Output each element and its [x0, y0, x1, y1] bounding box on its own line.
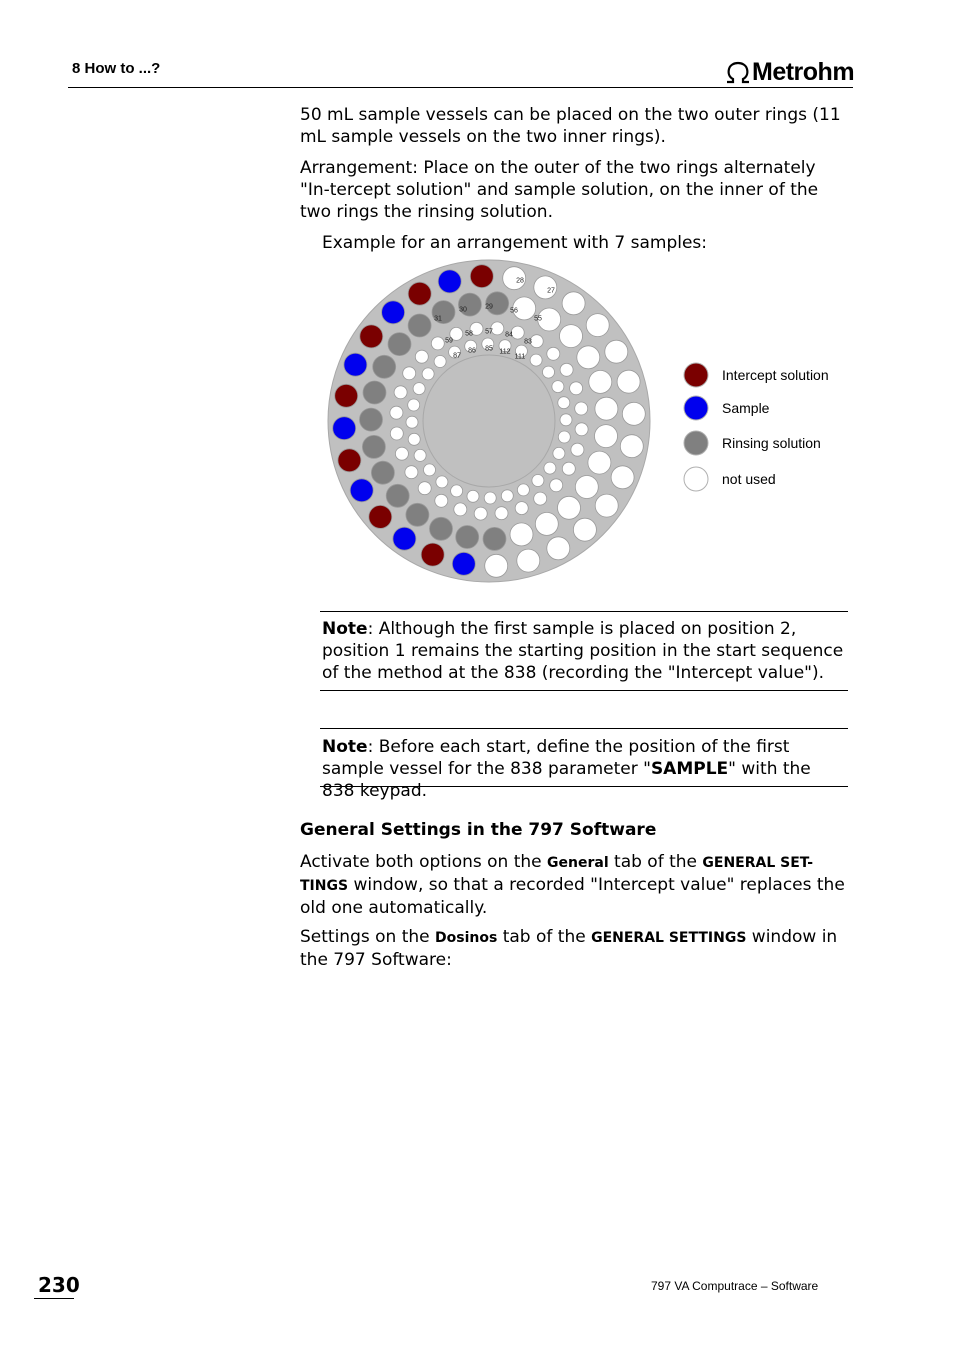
rack-position-second	[575, 476, 598, 499]
window-name-general-settings: GENERAL SETTINGS	[591, 930, 747, 946]
legend-swatch	[684, 431, 708, 455]
paragraph-arrangement: Arrangement: Place on the outer of the two rings alternately "In-tercept solution" and sample solution, on the inner of the two rings the rinsing solution.	[300, 158, 819, 222]
rack-position-second	[589, 370, 612, 393]
rack-position-outer	[617, 370, 640, 393]
legend-swatch	[684, 396, 708, 420]
text-run: tab of the	[497, 927, 592, 947]
rack-position-inner	[408, 399, 420, 411]
position-number: 112	[499, 348, 511, 356]
document-title: 797 VA Computrace – Software	[651, 1279, 819, 1293]
paragraph-dosinos-tab	[300, 926, 850, 971]
rack-position-outer	[622, 402, 645, 425]
rack-position-outer	[620, 435, 643, 458]
rack-position-outer	[335, 384, 358, 407]
rack-position-third	[474, 507, 487, 520]
position-number: 83	[524, 338, 532, 346]
rack-position-inner	[434, 356, 446, 368]
rack-position-outer	[573, 518, 596, 541]
rack-position-inner	[422, 368, 434, 380]
rack-position-third	[495, 507, 508, 520]
rack-position-inner	[552, 381, 564, 393]
rack-position-third	[562, 462, 575, 475]
rack-position-third	[418, 482, 431, 495]
rack-position-outer	[344, 353, 367, 376]
tab-name-general: General	[547, 855, 609, 871]
position-number: 27	[547, 287, 555, 295]
rack-position-inner	[558, 431, 570, 443]
rack-position-third	[431, 337, 444, 350]
rack-position-outer	[586, 314, 609, 337]
position-number: 56	[510, 307, 518, 315]
rack-position-inner	[414, 449, 426, 461]
position-number: 31	[434, 315, 442, 323]
rack-position-third	[534, 492, 547, 505]
rack-position-third	[515, 502, 528, 515]
rack-position-second	[360, 408, 383, 431]
note-sample-parameter	[320, 728, 848, 801]
rack-position-inner	[532, 475, 544, 487]
rack-position-inner	[517, 484, 529, 496]
page-number-rule	[34, 1298, 74, 1299]
sample-rack-diagram	[320, 255, 860, 590]
position-number: 55	[534, 315, 542, 323]
position-number: 59	[445, 337, 453, 345]
window-name-general-settings: GENERAL SET-TINGS	[300, 855, 814, 894]
rack-position-second	[371, 461, 394, 484]
rack-position-second	[406, 503, 429, 526]
position-number: 30	[459, 306, 467, 314]
rack-position-second	[595, 397, 618, 420]
rack-position-outer	[369, 505, 392, 528]
text-run: window, so that a recorded "Intercept value" replaces the old one automatically.	[300, 875, 845, 918]
note-starting-position	[320, 611, 848, 691]
legend-label: not used	[722, 471, 776, 487]
rack-position-third	[547, 347, 560, 360]
rack-position-second	[408, 314, 431, 337]
rack-position-second	[577, 346, 600, 369]
text-run: Settings on the	[300, 927, 436, 947]
note-text-b: " with the 838 keypad.	[322, 759, 811, 801]
rack-position-second	[483, 527, 506, 550]
rack-position-second	[373, 355, 396, 378]
section-heading: General Settings in the 797 Software	[300, 820, 657, 840]
position-number: 111	[514, 353, 526, 361]
section-header: 8 How to ...?	[72, 60, 161, 77]
rack-position-second	[456, 526, 479, 549]
legend-label: Rinsing solution	[722, 435, 821, 451]
rack-position-inner	[467, 490, 479, 502]
rack-position-second	[560, 325, 583, 348]
text-run: Activate both options on the	[300, 852, 548, 872]
rack-position-second	[430, 517, 453, 540]
rack-position-second	[595, 425, 618, 448]
rack-position-third	[390, 406, 403, 419]
keyword-sample: SAMPLE	[650, 759, 729, 779]
metrohm-logo	[724, 58, 854, 87]
position-number: 85	[485, 345, 493, 353]
rack-position-second	[386, 484, 409, 507]
legend-swatch	[684, 467, 708, 491]
rack-position-third	[570, 382, 583, 395]
rack-position-third	[530, 335, 543, 348]
rack-position-third	[575, 402, 588, 415]
position-number: 86	[468, 347, 476, 355]
position-number: 58	[465, 330, 473, 338]
rack-position-inner	[406, 416, 418, 428]
rack-position-outer	[517, 549, 540, 572]
rack-position-inner	[544, 462, 556, 474]
rack-position-third	[405, 466, 418, 479]
rack-position-second	[362, 435, 385, 458]
rack-position-second	[588, 451, 611, 474]
text-run: window in the 797 Software:	[300, 927, 838, 970]
text-run: tab of the	[608, 852, 703, 872]
rack-position-second	[388, 333, 411, 356]
rack-position-outer	[595, 494, 618, 517]
rack-position-outer	[611, 466, 634, 489]
rack-position-outer	[360, 325, 383, 348]
rack-position-inner	[451, 485, 463, 497]
logo-text: Metrohm	[752, 58, 855, 86]
rack-position-outer	[421, 543, 444, 566]
rack-position-third	[394, 386, 407, 399]
rack-position-inner	[484, 492, 496, 504]
rack-position-second	[510, 523, 533, 546]
rack-position-outer	[562, 292, 585, 315]
note-label: Note	[322, 737, 368, 757]
rack-position-inner	[530, 354, 542, 366]
position-number: 87	[453, 352, 461, 360]
rack-position-outer	[605, 340, 628, 363]
rack-position-outer	[470, 265, 493, 288]
rack-position-inner	[553, 447, 565, 459]
legend-label: Sample	[722, 400, 770, 416]
rack-position-third	[395, 447, 408, 460]
legend-label: Intercept solution	[722, 367, 829, 383]
rack-position-outer	[338, 449, 361, 472]
rack-position-third	[390, 427, 403, 440]
rack-position-inner	[408, 433, 420, 445]
rack-position-third	[571, 443, 584, 456]
rack-position-outer	[408, 282, 431, 305]
rack-position-inner	[436, 476, 448, 488]
rack-position-third	[575, 423, 588, 436]
page-number: 230	[38, 1273, 80, 1297]
rack-position-inner	[560, 414, 572, 426]
rack-position-inner	[424, 464, 436, 476]
position-number: 28	[516, 277, 524, 285]
rack-position-outer	[438, 270, 461, 293]
note-label: Note	[322, 619, 368, 639]
header-divider	[68, 87, 853, 88]
rack-position-second	[558, 496, 581, 519]
rack-position-second	[535, 512, 558, 535]
omega-icon	[724, 61, 752, 85]
position-number: 57	[485, 328, 493, 336]
rack-position-third	[454, 503, 467, 516]
note-text: : Although the first sample is placed on position 2, position 1 remains the starting position in the start sequence of the method at the 838 (recording the "Intercept value").	[322, 619, 844, 683]
rack-position-third	[403, 367, 416, 380]
paragraph-general-tab	[300, 851, 850, 919]
rack-position-third	[435, 494, 448, 507]
rack-position-outer	[393, 527, 416, 550]
rack-position-inner	[501, 490, 513, 502]
tab-name-dosinos: Dosinos	[435, 930, 498, 946]
legend-swatch	[684, 363, 708, 387]
rack-position-outer	[333, 417, 356, 440]
rack-position-third	[560, 363, 573, 376]
figure-caption: Example for an arrangement with 7 samples:	[322, 233, 708, 253]
rack-position-outer	[382, 301, 405, 324]
paragraph-vessels: 50 mL sample vessels can be placed on the two outer rings (11 mL sample vessels on the two inner rings).	[300, 105, 841, 147]
rack-position-inner	[413, 383, 425, 395]
rack-position-outer	[547, 537, 570, 560]
rack-position-third	[511, 326, 524, 339]
rack-position-inner	[558, 397, 570, 409]
rack-position-third	[415, 350, 428, 363]
rack-position-outer	[452, 552, 475, 575]
rack-position-outer	[350, 479, 373, 502]
rack-position-third	[550, 479, 563, 492]
note-text-a: : Before each start, define the position of the first sample vessel for the 838 parameter "	[322, 737, 790, 779]
position-number: 84	[505, 331, 513, 339]
rack-position-outer	[485, 554, 508, 577]
rack-position-second	[363, 381, 386, 404]
position-number: 29	[485, 303, 493, 311]
rack-position-inner	[543, 366, 555, 378]
